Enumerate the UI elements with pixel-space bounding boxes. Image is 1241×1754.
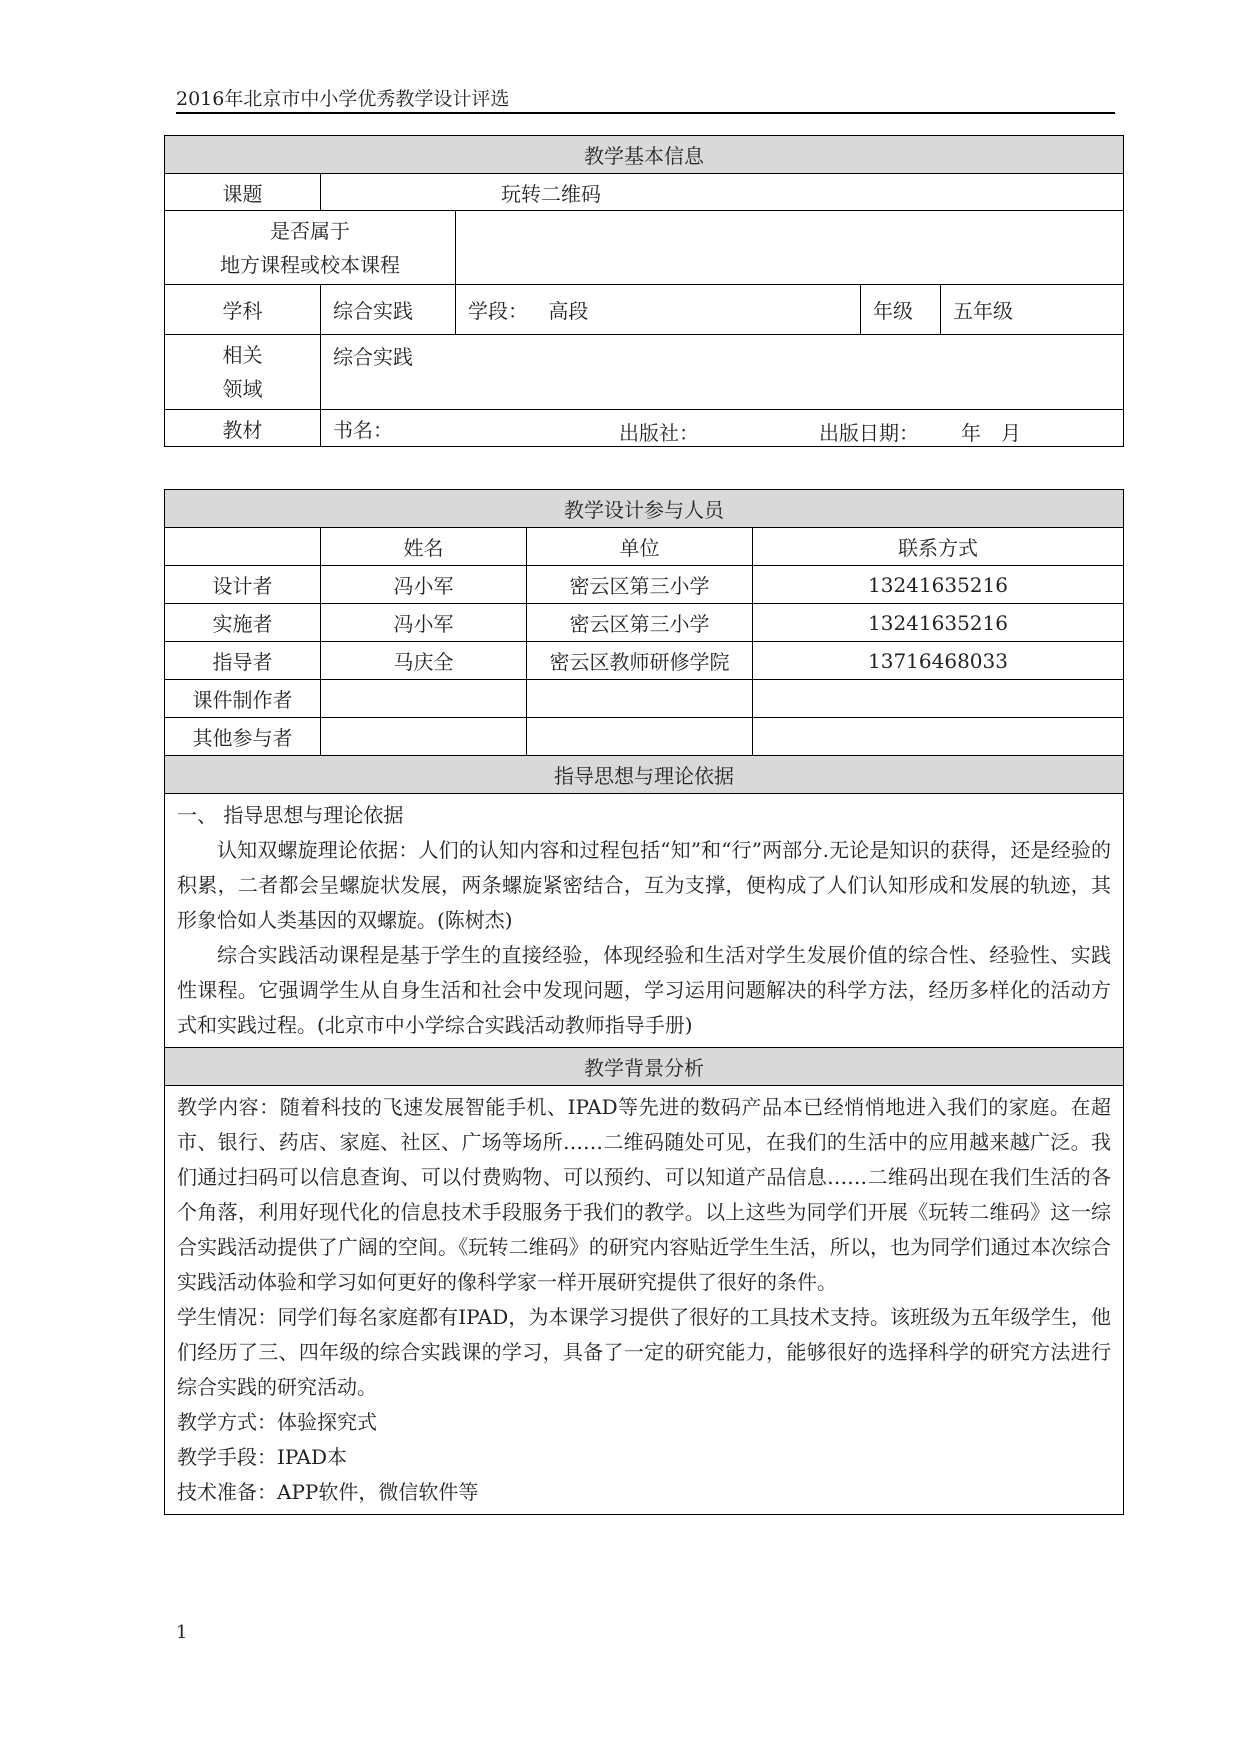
header-rule [176, 112, 1115, 114]
background-teaching-content: 教学内容：随着科技的飞速发展智能手机、IPAD等先进的数码产品本已经悄悄地进入我们的家庭。在超市、银行、药店、家庭、社区、广场等场所……二维码随处可见，在我们的生活中的应用越来越广泛。我们通过扫码可以信息查询、可以付费购物、可以预约、可以知道产品信息……二维码出现在我们生活的各个角落，利用好现代化的信息技术手段服务于我们的教学。以上这些为同学们开展《玩转二维码》这一综合实践活动提供了广阔的空间。《玩转二维码》的研究内容贴近学生生活，所以，也为同学们通过本次综合实践活动体验和学习如何更好的像科学家一样开展研究提供了很好的条件。 [177, 1095, 1111, 1294]
topic-value: 玩转二维码 [321, 174, 1124, 211]
basic-info-table [164, 135, 1124, 447]
guiding-paragraph: 综合实践活动课程是基于学生的直接经验，体现经验和生活对学生发展价值的综合性、经验性、实践性课程。它强调学生从自身生活和社会中发现问题，学习运用问题解决的科学方法，经历多样化的活动方式和实践过程。(北京市中小学综合实践活动教师指导手册) [177, 943, 1111, 1037]
publish-date-label: 出版日期： [819, 421, 919, 445]
participant-role: 设计者 [165, 566, 321, 604]
table-row [165, 642, 1124, 680]
participants-header-name: 姓名 [321, 528, 527, 566]
participant-role: 实施者 [165, 604, 321, 642]
background-tech: 技术准备：APP软件，微信软件等 [177, 1480, 479, 1504]
participant-name: 马庆全 [321, 642, 527, 680]
participant-role: 其他参与者 [165, 718, 321, 756]
local-course-label-line1: 是否属于 [270, 218, 350, 243]
participant-contact [753, 680, 1124, 718]
participant-contact [753, 718, 1124, 756]
local-course-label [165, 211, 456, 285]
background-content [165, 1086, 1124, 1515]
participant-unit: 密云区教师研修学院 [527, 642, 753, 680]
stage-value: 高段 [548, 299, 589, 323]
participant-unit [527, 680, 753, 718]
table-row [165, 566, 1124, 604]
year-label: 年 [961, 421, 981, 445]
participant-contact: 13716468033 [753, 642, 1124, 680]
participant-role: 指导者 [165, 642, 321, 680]
table-row [165, 718, 1124, 756]
participants-header-unit: 单位 [527, 528, 753, 566]
stage-label: 学段： [468, 299, 528, 323]
background-students: 学生情况：同学们每名家庭都有IPAD，为本课学习提供了很好的工具技术支持。该班级为五年级学生，他们经历了三、四年级的综合实践课的学习，具备了一定的研究能力，能够很好的选择科学的研究方法进行综合实践的研究活动。 [177, 1305, 1111, 1399]
participant-name [321, 680, 527, 718]
background-title: 教学背景分析 [165, 1048, 1124, 1086]
topic-label: 课题 [165, 174, 321, 211]
page-number: 1 [176, 1622, 188, 1643]
local-course-value [456, 211, 1124, 285]
participants-header-contact: 联系方式 [753, 528, 1124, 566]
guiding-heading: 一、 指导思想与理论依据 [177, 803, 404, 827]
textbook-value-cell [321, 410, 1124, 447]
participant-role: 课件制作者 [165, 680, 321, 718]
participants-header-role [165, 528, 321, 566]
basic-info-title: 教学基本信息 [165, 136, 1124, 174]
participant-unit: 密云区第三小学 [527, 566, 753, 604]
background-method: 教学方式：体验探究式 [177, 1410, 377, 1434]
participant-name: 冯小军 [321, 566, 527, 604]
table-row [165, 604, 1124, 642]
subject-value: 综合实践 [321, 285, 456, 335]
field-value: 综合实践 [321, 335, 1124, 410]
local-course-label-line2: 地方课程或校本课程 [220, 252, 400, 277]
participant-name [321, 718, 527, 756]
grade-label: 年级 [861, 285, 941, 335]
book-name-label: 书名： [333, 417, 393, 442]
guiding-title: 指导思想与理论依据 [165, 756, 1124, 794]
guiding-content [165, 794, 1124, 1048]
field-label [165, 335, 321, 410]
participants-title: 教学设计参与人员 [165, 490, 1124, 528]
publisher-label: 出版社： [619, 421, 699, 445]
stage-cell [456, 285, 861, 335]
participant-contact: 13241635216 [753, 566, 1124, 604]
participant-unit: 密云区第三小学 [527, 604, 753, 642]
design-table [164, 489, 1124, 1515]
textbook-label: 教材 [165, 410, 321, 447]
participant-name: 冯小军 [321, 604, 527, 642]
field-label-line1: 相关 [222, 343, 263, 367]
background-means: 教学手段：IPAD本 [177, 1445, 347, 1469]
table-row [165, 680, 1124, 718]
grade-value: 五年级 [941, 285, 1124, 335]
guiding-paragraph: 认知双螺旋理论依据：人们的认知内容和过程包括“知”和“行”两部分.无论是知识的获得，还是经验的积累，二者都会呈螺旋状发展，两条螺旋紧密结合，互为支撑，便构成了人们认知形成和发展的轨迹，其形象恰如人类基因的双螺旋。(陈树杰) [177, 838, 1111, 932]
subject-label: 学科 [165, 285, 321, 335]
field-label-line2: 领域 [222, 377, 263, 401]
month-label: 月 [1001, 421, 1021, 445]
page-header-title: 2016年北京市中小学优秀教学设计评选 [176, 88, 510, 110]
participant-unit [527, 718, 753, 756]
participant-contact: 13241635216 [753, 604, 1124, 642]
